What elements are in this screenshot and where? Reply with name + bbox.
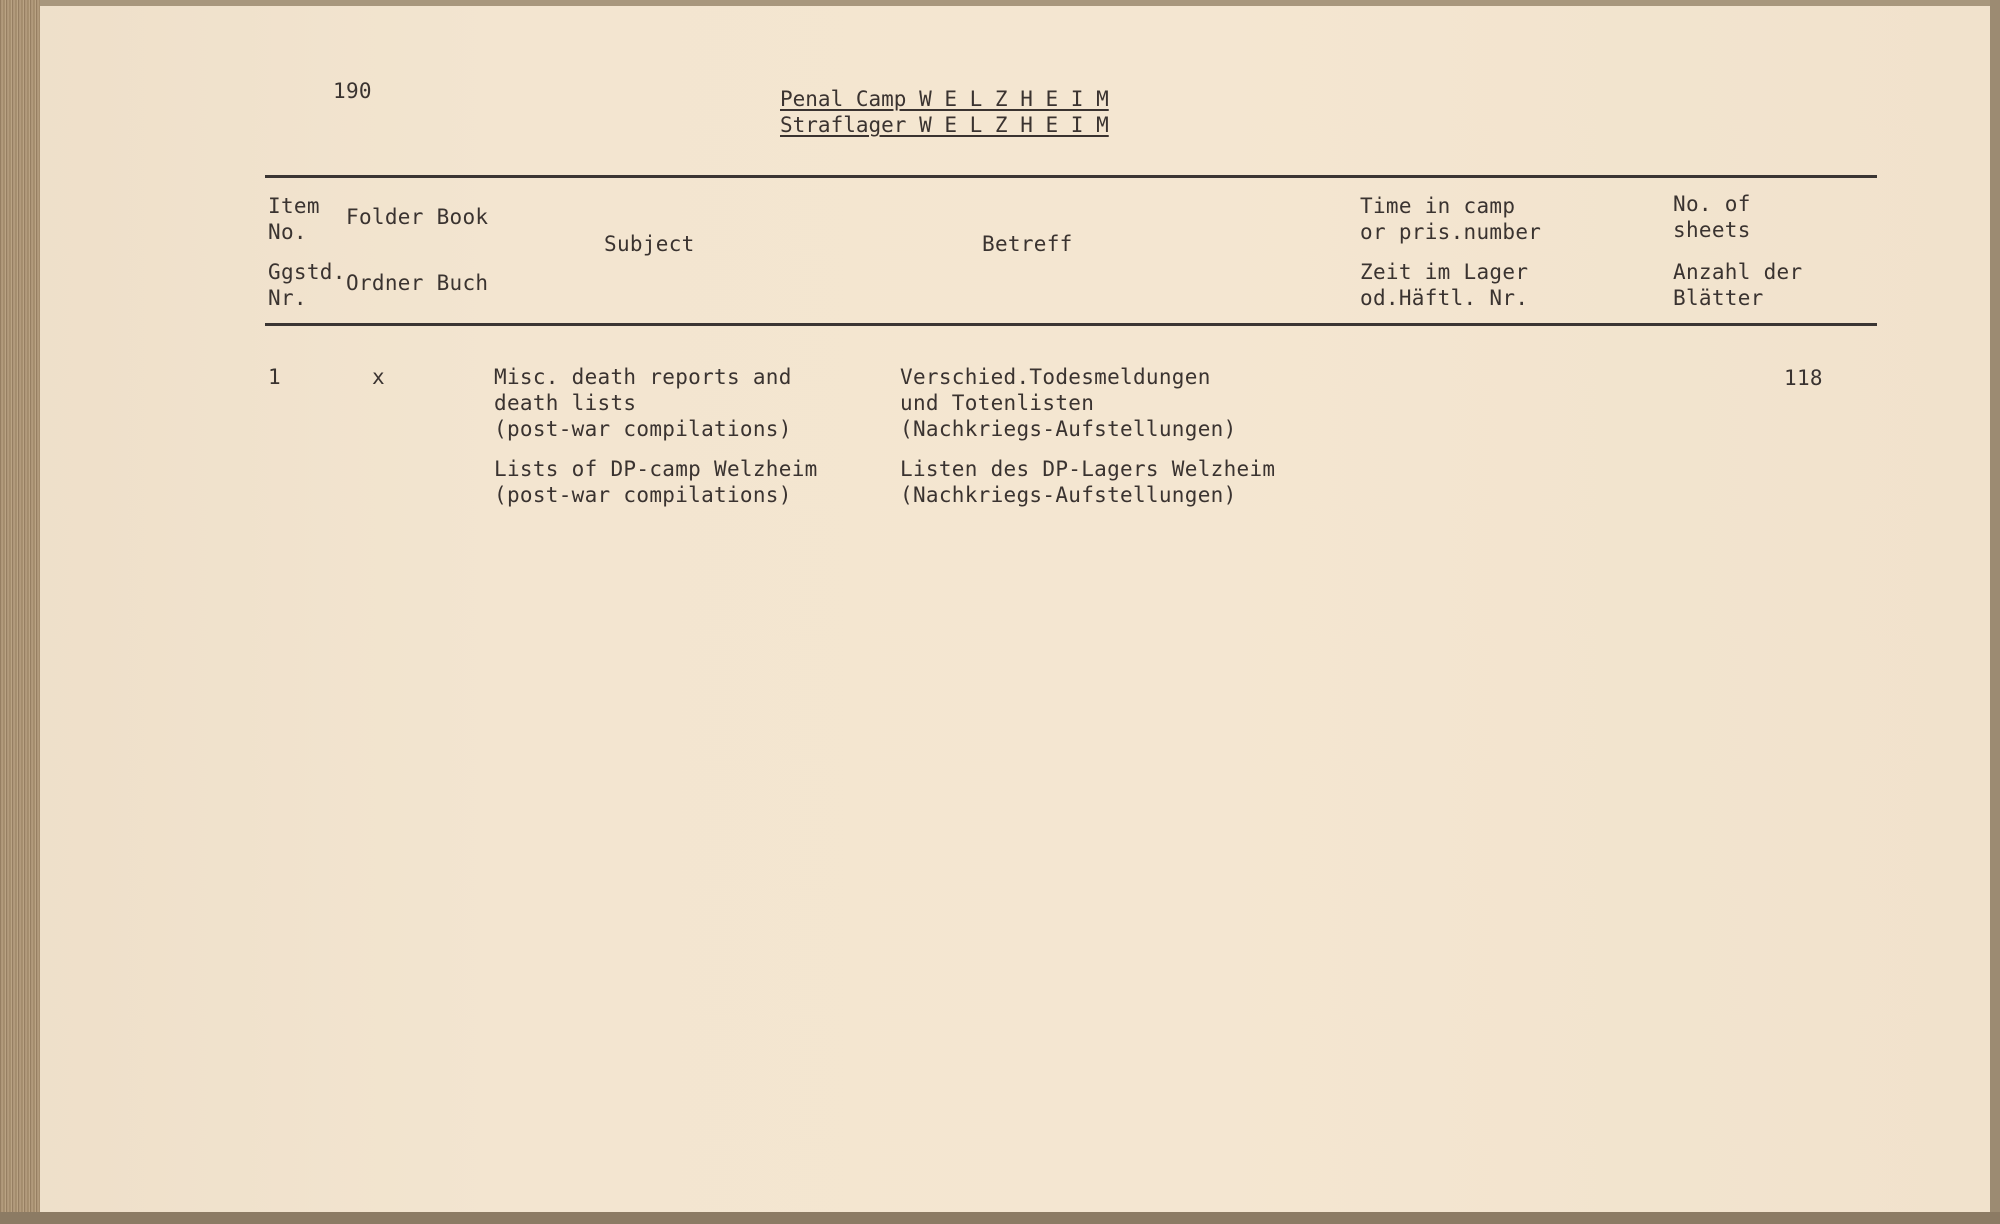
page-bottom-edge xyxy=(0,1212,2000,1224)
row-subject-2: Lists of DP-camp Welzheim (post-war compilations) xyxy=(494,457,818,507)
page-top-edge xyxy=(0,0,2000,6)
header-bottom-rule xyxy=(265,323,1877,326)
row-betreff-2: Listen des DP-Lagers Welzheim (Nachkriegs-Aufstellungen) xyxy=(900,457,1276,507)
row-subject-1: Misc. death reports and death lists (post-war compilations) xyxy=(494,365,792,441)
header-betreff: Betreff xyxy=(982,232,1073,256)
header-folder-book-en: Folder Book xyxy=(346,205,489,229)
title-german: Straflager W E L Z H E I M xyxy=(780,113,1109,137)
row-item-no: 1 xyxy=(268,365,281,389)
header-item-no-de: Ggstd. Nr. xyxy=(268,260,346,310)
row-sheets: 118 xyxy=(1784,366,1823,390)
header-item-no-en: Item No. xyxy=(268,194,320,244)
header-folder-book-de: Ordner Buch xyxy=(346,271,489,295)
row-betreff-1: Verschied.Todesmeldungen und Totenlisten (Nachkriegs-Aufstellungen) xyxy=(900,365,1237,441)
header-time-en: Time in camp or pris.number xyxy=(1360,194,1542,244)
header-top-rule xyxy=(265,175,1877,178)
header-sheets-de: Anzahl der Blätter xyxy=(1673,260,1803,310)
header-sheets-en: No. of sheets xyxy=(1673,192,1751,242)
title-english: Penal Camp W E L Z H E I M xyxy=(780,87,1109,111)
row-folder-mark: x xyxy=(372,365,385,389)
document-title xyxy=(780,86,1109,138)
book-binding-edge xyxy=(0,0,40,1224)
page-right-edge xyxy=(1990,0,2000,1224)
header-time-de: Zeit im Lager od.Häftl. Nr. xyxy=(1360,260,1529,310)
page-number: 190 xyxy=(333,79,372,103)
header-subject: Subject xyxy=(604,232,695,256)
